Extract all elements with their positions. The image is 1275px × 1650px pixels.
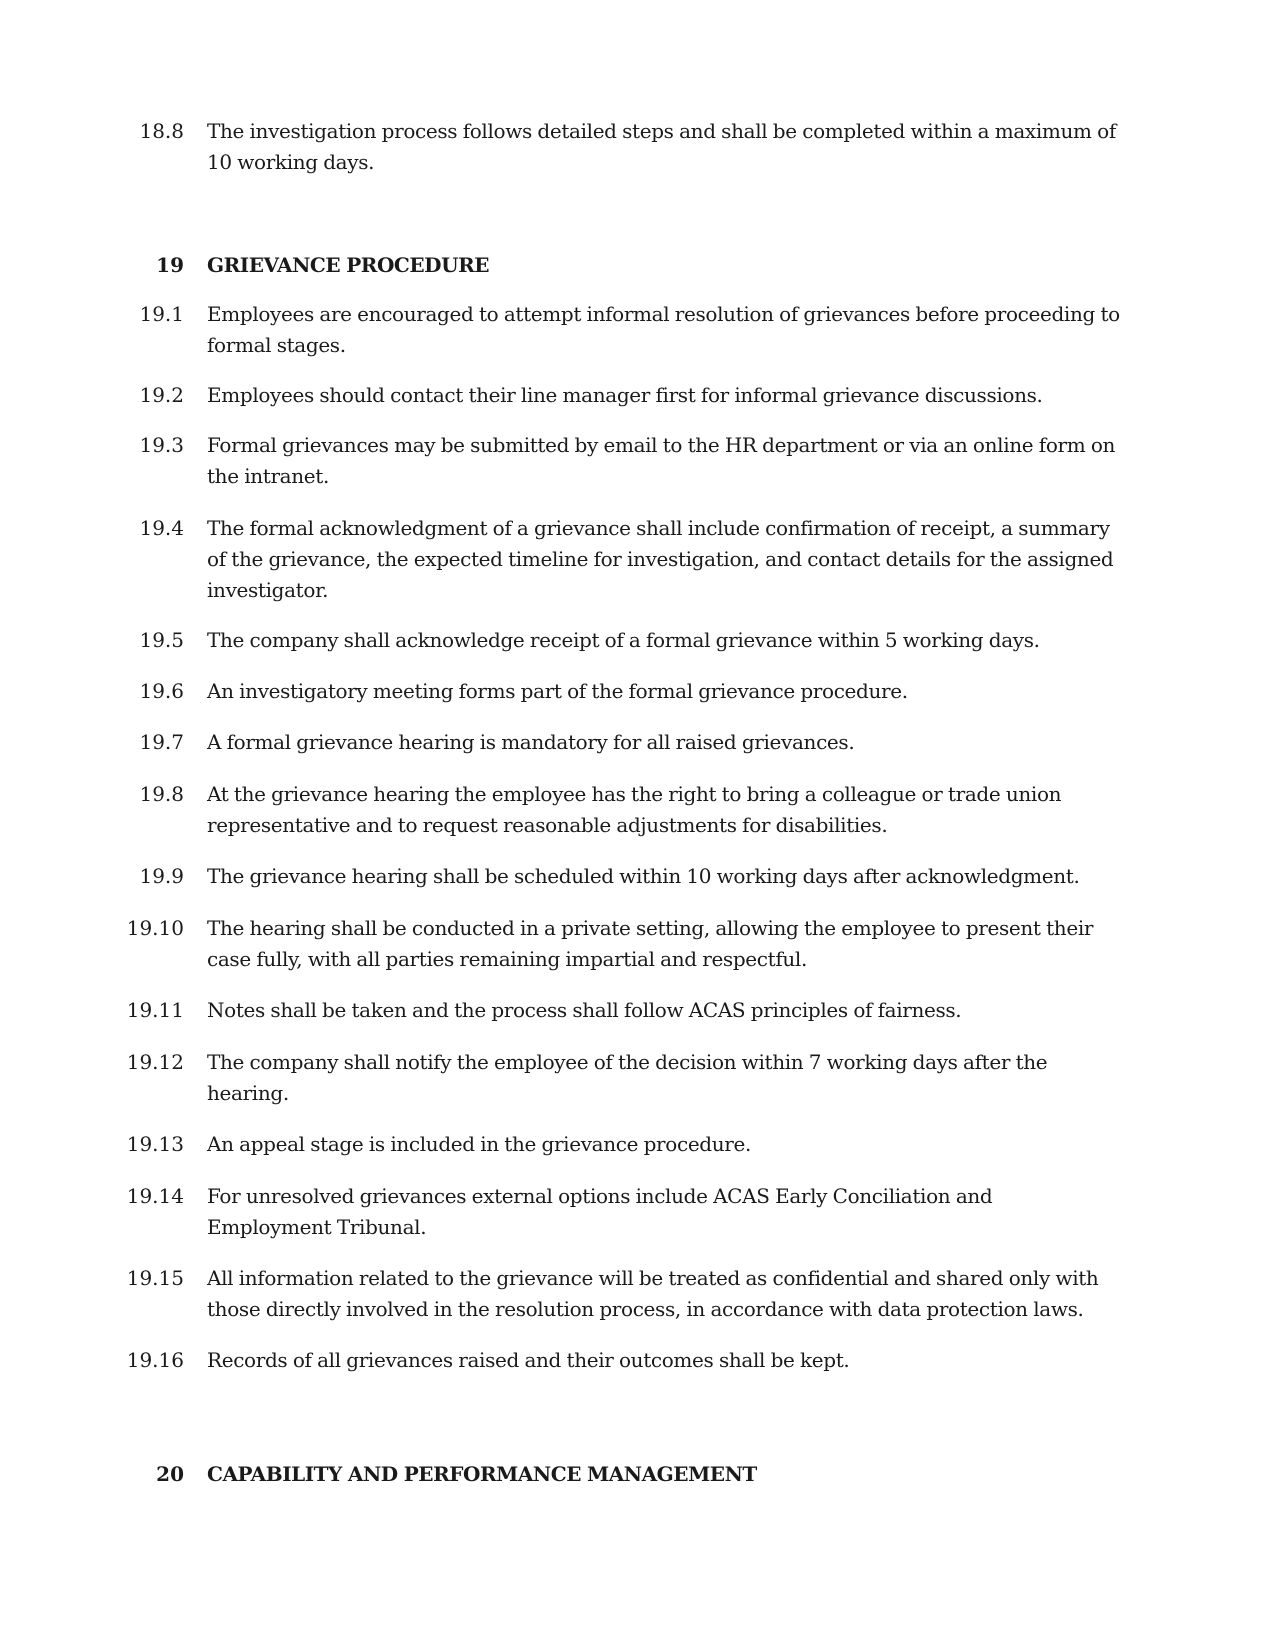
clause-text: Formal grievances may be submitted by email to the HR department or via an online form on the intranet. xyxy=(207,433,1116,488)
clause-number: 19.14 xyxy=(126,1184,184,1208)
clause-number: 19.4 xyxy=(139,516,184,540)
clause-text: The company shall notify the employee of the decision within 7 working days after the hearing. xyxy=(207,1050,1048,1105)
clause-number: 19.9 xyxy=(139,864,184,888)
clause-text: Employees should contact their line manager first for informal grievance discussions. xyxy=(207,383,1043,407)
clause-number: 19.10 xyxy=(126,916,184,940)
clause-text: An investigatory meeting forms part of the formal grievance procedure. xyxy=(207,679,908,703)
clause-number: 19.16 xyxy=(126,1348,184,1372)
clause-text: Employees are encouraged to attempt informal resolution of grievances before proceeding to formal stages. xyxy=(207,302,1120,357)
clause-number: 19.8 xyxy=(139,782,184,806)
clause-text: For unresolved grievances external options include ACAS Early Conciliation and Employment Tribunal. xyxy=(207,1184,993,1239)
clause-number: 18.8 xyxy=(139,119,184,143)
clause-number: 19.3 xyxy=(139,433,184,457)
clause-number: 19.12 xyxy=(126,1050,184,1074)
clause-text: Records of all grievances raised and their outcomes shall be kept. xyxy=(207,1348,850,1372)
clause-text: The investigation process follows detailed steps and shall be completed within a maximum of 10 working days. xyxy=(207,119,1116,174)
clause-number: 19.5 xyxy=(139,628,184,652)
section-number: 19 xyxy=(156,253,184,277)
clause-text: Notes shall be taken and the process shall follow ACAS principles of fairness. xyxy=(207,998,962,1022)
section-title: CAPABILITY AND PERFORMANCE MANAGEMENT xyxy=(207,1462,757,1486)
clause-number: 19.13 xyxy=(126,1132,184,1156)
clause-number: 19.2 xyxy=(139,383,184,407)
clause-number: 19.7 xyxy=(139,730,184,754)
clause-text: The formal acknowledgment of a grievance shall include confirmation of receipt, a summary of the grievance, the expected timeline for investigation, and contact details for the assigned investigator. xyxy=(207,516,1114,602)
clause-text: The company shall acknowledge receipt of a formal grievance within 5 working days. xyxy=(207,628,1040,652)
clause-text: The hearing shall be conducted in a private setting, allowing the employee to present their case fully, with all parties remaining impartial and respectful. xyxy=(207,916,1094,971)
clause-number: 19.1 xyxy=(139,302,184,326)
clause-text: At the grievance hearing the employee has the right to bring a colleague or trade union representative and to request reasonable adjustments for disabilities. xyxy=(207,782,1062,837)
section-number: 20 xyxy=(156,1462,184,1486)
clause-text: A formal grievance hearing is mandatory for all raised grievances. xyxy=(207,730,855,754)
clause-text: The grievance hearing shall be scheduled within 10 working days after acknowledgment. xyxy=(207,864,1080,888)
clause-text: All information related to the grievance will be treated as confidential and shared only with those directly involved in the resolution process, in accordance with data protection laws. xyxy=(207,1266,1099,1321)
section-title: GRIEVANCE PROCEDURE xyxy=(207,253,490,277)
clause-number: 19.15 xyxy=(126,1266,184,1290)
clause-text: An appeal stage is included in the grievance procedure. xyxy=(207,1132,751,1156)
clause-number: 19.6 xyxy=(139,679,184,703)
clause-number: 19.11 xyxy=(126,998,184,1022)
